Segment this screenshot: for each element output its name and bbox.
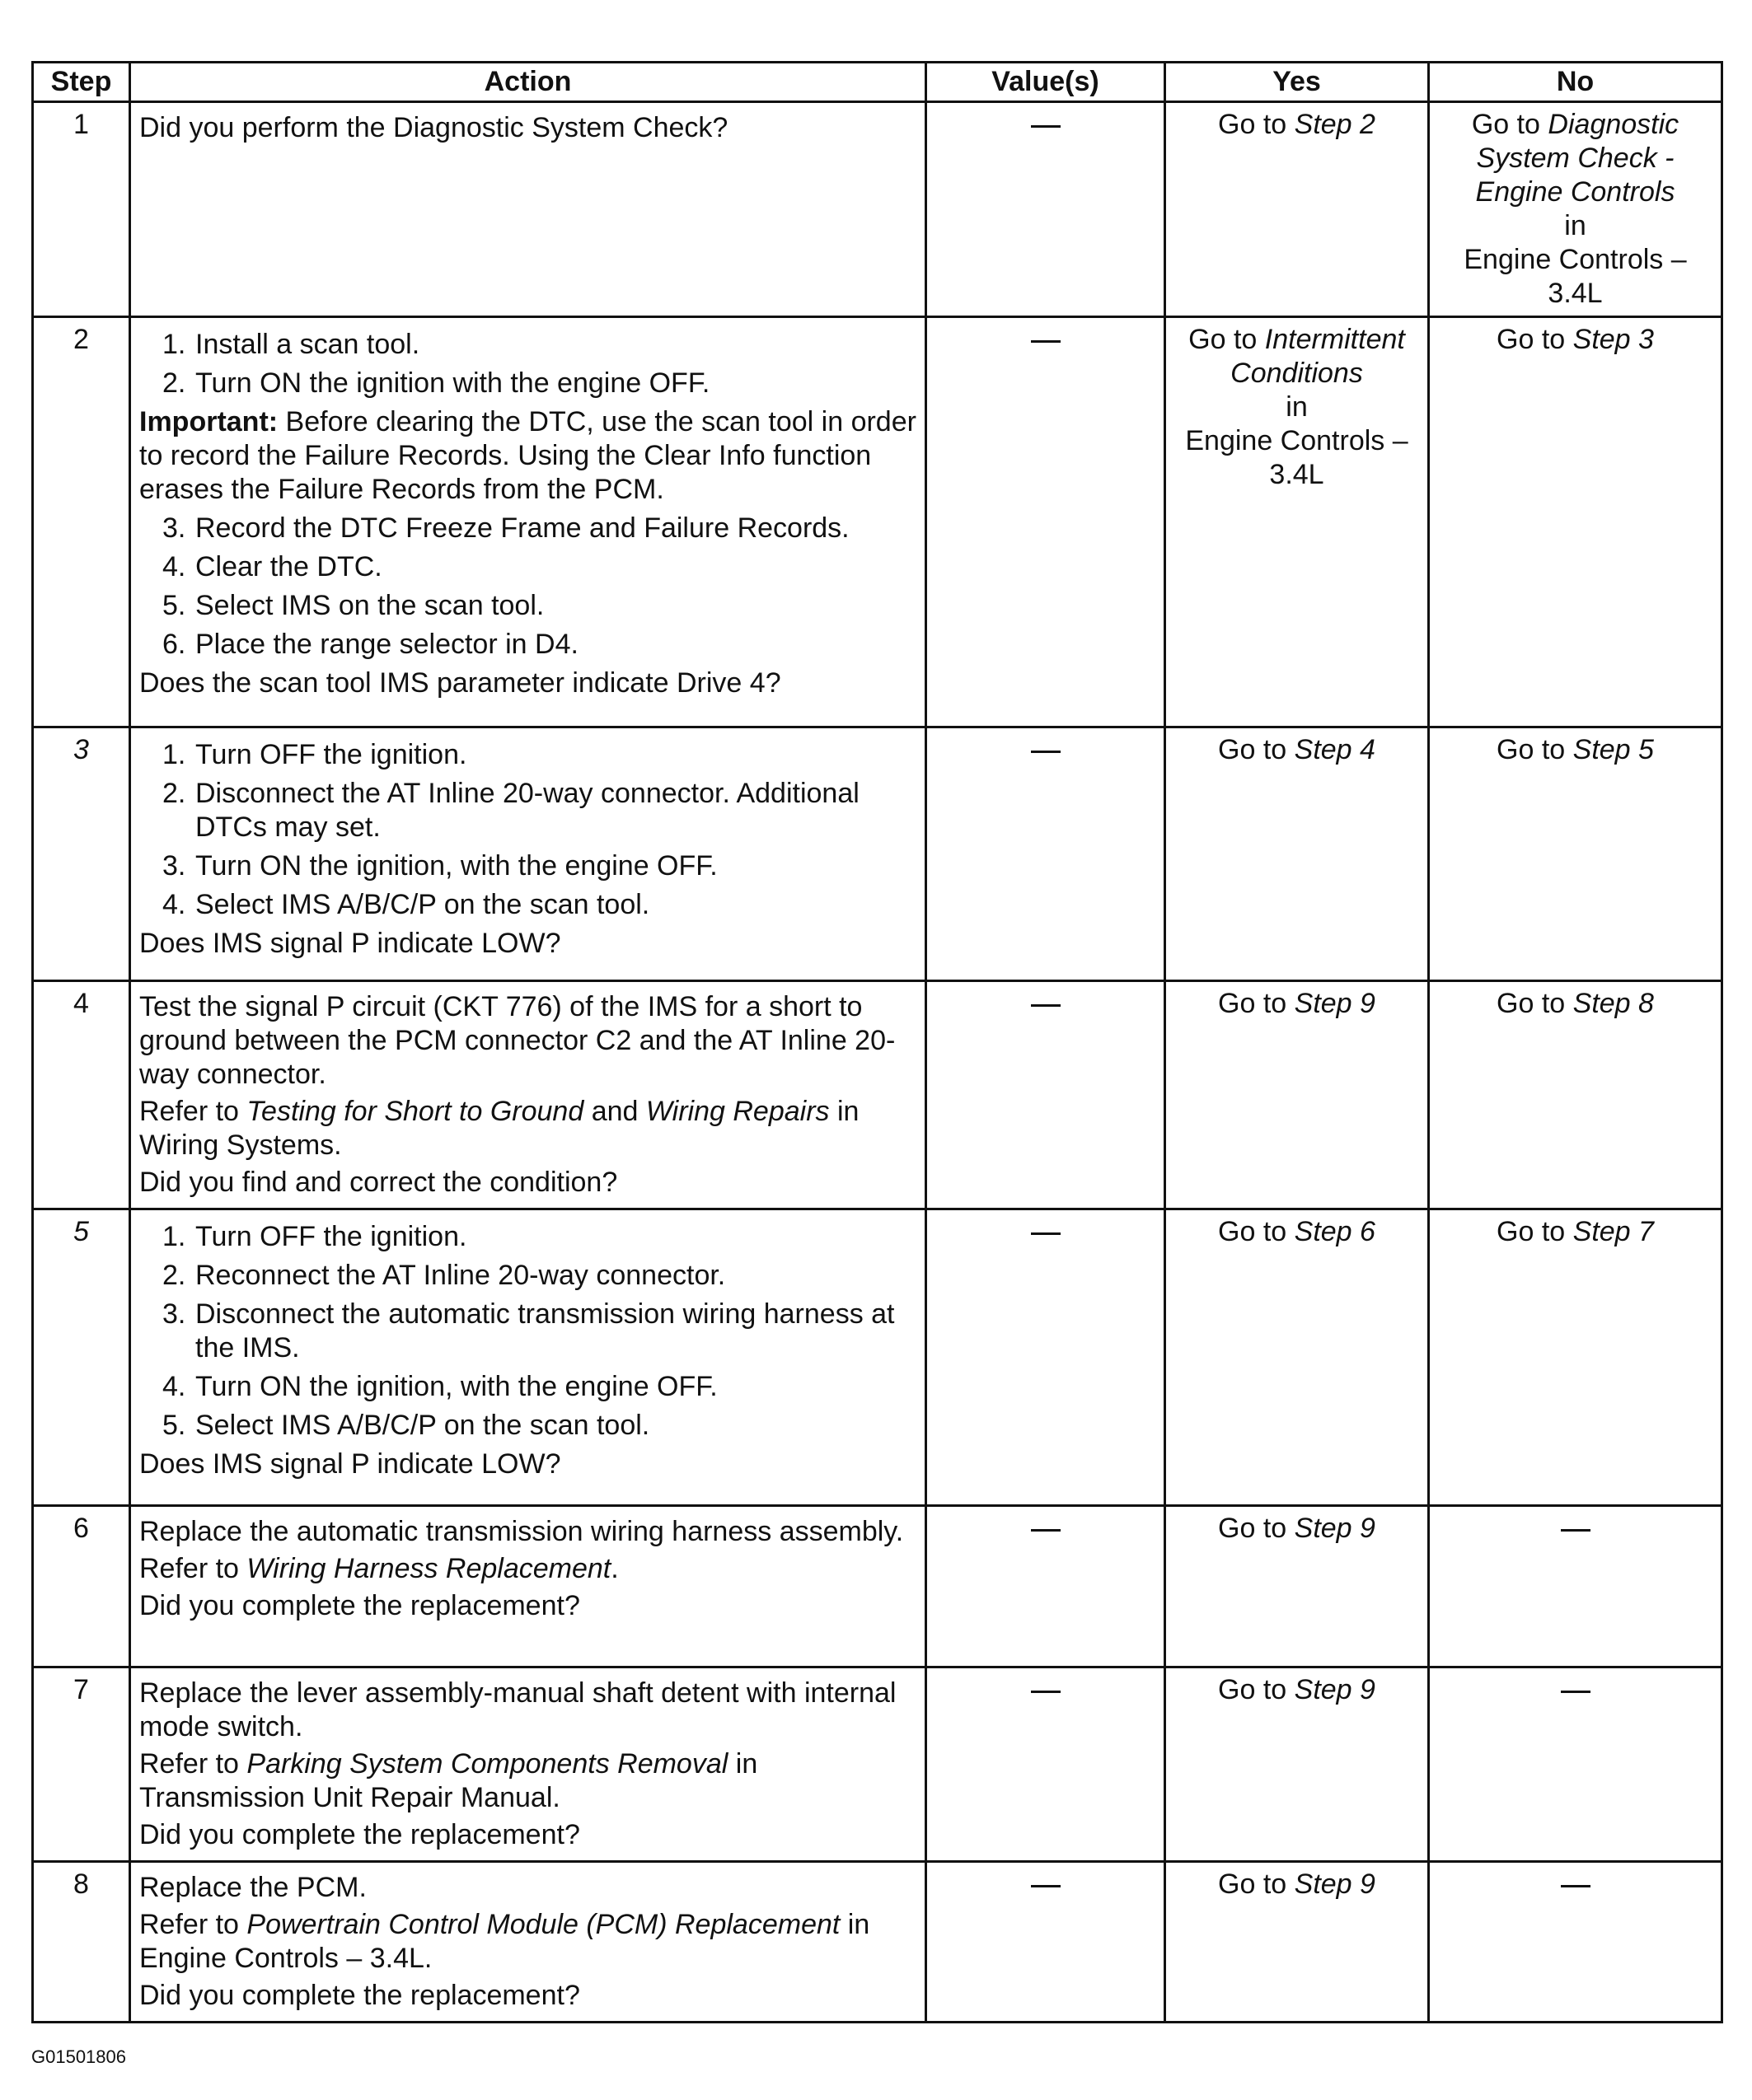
yes-link[interactable]: Step 6 bbox=[1294, 1216, 1375, 1247]
yes-cell bbox=[1165, 102, 1429, 317]
action-cell bbox=[130, 102, 926, 317]
no-prefix: Go to bbox=[1497, 734, 1573, 765]
ref-prefix: Refer to bbox=[139, 1909, 247, 1940]
item-text: Turn OFF the ignition. bbox=[195, 739, 467, 770]
ref-suffix: . bbox=[611, 1553, 619, 1584]
yes-cell bbox=[1165, 1209, 1429, 1506]
yes-prefix: Go to bbox=[1218, 1868, 1295, 1900]
yes-link[interactable]: Intermittent Conditions bbox=[1230, 324, 1405, 389]
no-in: in bbox=[1564, 210, 1586, 241]
no-cell bbox=[1429, 1506, 1722, 1667]
list-item bbox=[162, 1409, 916, 1443]
item-number: 5. bbox=[162, 590, 186, 621]
ref-suffix: in Transmission Unit Repair Manual. bbox=[139, 1748, 758, 1813]
dash-mark bbox=[1561, 1529, 1590, 1532]
list-item bbox=[162, 328, 916, 362]
header-step: Step bbox=[33, 63, 130, 102]
no-link[interactable]: Step 5 bbox=[1572, 734, 1654, 765]
item-text: Turn ON the ignition, with the engine OFF. bbox=[195, 850, 718, 882]
item-text: Record the DTC Freeze Frame and Failure Records. bbox=[195, 512, 850, 544]
value-cell bbox=[926, 317, 1165, 727]
no-link[interactable]: Step 7 bbox=[1572, 1216, 1654, 1247]
value-cell bbox=[926, 1506, 1165, 1667]
list-item bbox=[162, 628, 916, 662]
item-number: 2. bbox=[162, 778, 186, 809]
no-prefix: Go to bbox=[1497, 324, 1573, 355]
dash-mark bbox=[1031, 1885, 1061, 1887]
table-row bbox=[33, 981, 1722, 1209]
yes-link[interactable]: Step 9 bbox=[1294, 1674, 1375, 1705]
value-cell bbox=[926, 102, 1165, 317]
list-item bbox=[162, 550, 916, 584]
action-cell bbox=[130, 1506, 926, 1667]
action-question: Did you complete the replacement? bbox=[139, 1590, 580, 1621]
yes-prefix: Go to bbox=[1218, 1216, 1295, 1247]
ref-suffix: in Wiring Systems. bbox=[139, 1096, 860, 1161]
yes-link[interactable]: Step 9 bbox=[1294, 1868, 1375, 1900]
yes-cell bbox=[1165, 1506, 1429, 1667]
list-item bbox=[162, 589, 916, 623]
item-number: 5. bbox=[162, 1410, 186, 1441]
yes-prefix: Go to bbox=[1218, 1513, 1295, 1544]
no-cell bbox=[1429, 1209, 1722, 1506]
dash-mark bbox=[1031, 340, 1061, 343]
item-number: 2. bbox=[162, 1260, 186, 1291]
ref-prefix: Refer to bbox=[139, 1748, 247, 1780]
yes-cell bbox=[1165, 1667, 1429, 1862]
value-cell bbox=[926, 1667, 1165, 1862]
no-cell bbox=[1429, 317, 1722, 727]
step-number: 8 bbox=[33, 1862, 130, 2023]
yes-prefix: Go to bbox=[1218, 988, 1295, 1019]
diagnostic-table bbox=[31, 61, 1723, 2023]
step-number: 7 bbox=[33, 1667, 130, 1862]
item-text: Turn OFF the ignition. bbox=[195, 1221, 467, 1252]
item-number: 1. bbox=[162, 329, 186, 360]
table-row bbox=[33, 1506, 1722, 1667]
list-item bbox=[162, 1220, 916, 1254]
item-number: 4. bbox=[162, 889, 186, 920]
item-text: Turn ON the ignition with the engine OFF. bbox=[195, 367, 710, 399]
no-prefix: Go to bbox=[1497, 1216, 1573, 1247]
no-cell bbox=[1429, 1667, 1722, 1862]
list-item bbox=[162, 738, 916, 772]
item-number: 4. bbox=[162, 551, 186, 582]
yes-cell bbox=[1165, 727, 1429, 981]
item-text: Disconnect the AT Inline 20-way connector. Additional DTCs may set. bbox=[195, 778, 860, 843]
item-text: Clear the DTC. bbox=[195, 551, 382, 582]
action-question: Did you find and correct the condition? bbox=[139, 1167, 618, 1198]
list-item bbox=[162, 512, 916, 545]
dash-mark bbox=[1031, 751, 1061, 753]
header-yes: Yes bbox=[1165, 63, 1429, 102]
action-text: Test the signal P circuit (CKT 776) of the IMS for a short to ground between the PCM connector C2 and the AT Inline 20-way connector. bbox=[139, 991, 896, 1090]
value-cell bbox=[926, 727, 1165, 981]
action-cell bbox=[130, 1862, 926, 2023]
item-number: 3. bbox=[162, 850, 186, 882]
list-item bbox=[162, 777, 916, 844]
dash-mark bbox=[1031, 1004, 1061, 1007]
table-row bbox=[33, 102, 1722, 317]
reference-text bbox=[139, 1747, 916, 1815]
action-cell bbox=[130, 1667, 926, 1862]
yes-link[interactable]: Step 9 bbox=[1294, 1513, 1375, 1544]
table-row bbox=[33, 1209, 1722, 1506]
value-cell bbox=[926, 981, 1165, 1209]
no-cell bbox=[1429, 727, 1722, 981]
dash-mark bbox=[1561, 1885, 1590, 1887]
yes-in: in bbox=[1286, 391, 1308, 423]
action-question: Did you perform the Diagnostic System Check? bbox=[139, 112, 728, 143]
yes-link[interactable]: Step 2 bbox=[1294, 109, 1375, 140]
no-location: Engine Controls – 3.4L bbox=[1464, 244, 1687, 309]
diagnostic-table-container bbox=[31, 61, 1721, 2023]
table-row bbox=[33, 727, 1722, 981]
list-item bbox=[162, 1298, 916, 1365]
dash-mark bbox=[1031, 125, 1061, 128]
ref-link[interactable]: Wiring Repairs bbox=[645, 1096, 830, 1127]
item-number: 4. bbox=[162, 1371, 186, 1402]
item-text: Place the range selector in D4. bbox=[195, 629, 579, 660]
action-text: Replace the lever assembly-manual shaft detent with internal mode switch. bbox=[139, 1677, 897, 1742]
item-text: Select IMS A/B/C/P on the scan tool. bbox=[195, 1410, 650, 1441]
action-question: Does IMS signal P indicate LOW? bbox=[139, 1448, 561, 1480]
ref-prefix: Refer to bbox=[139, 1096, 247, 1127]
yes-cell bbox=[1165, 317, 1429, 727]
item-number: 1. bbox=[162, 1221, 186, 1252]
dash-mark bbox=[1031, 1232, 1061, 1235]
important-text: Before clearing the DTC, use the scan tool in order to record the Failure Records. Using the Clear Info function erases the Failure Records from the PCM. bbox=[139, 406, 916, 505]
no-prefix: Go to bbox=[1471, 109, 1548, 140]
step-number: 6 bbox=[33, 1506, 130, 1667]
dash-mark bbox=[1031, 1529, 1061, 1532]
yes-prefix: Go to bbox=[1188, 324, 1265, 355]
action-cell bbox=[130, 981, 926, 1209]
table-row bbox=[33, 1667, 1722, 1862]
no-prefix: Go to bbox=[1497, 988, 1573, 1019]
item-number: 6. bbox=[162, 629, 186, 660]
header-row bbox=[33, 63, 1722, 102]
action-list bbox=[139, 512, 916, 662]
action-cell bbox=[130, 1209, 926, 1506]
no-link[interactable]: Step 3 bbox=[1572, 324, 1654, 355]
action-text: Replace the automatic transmission wiring harness assembly. bbox=[139, 1516, 904, 1547]
action-question: Does the scan tool IMS parameter indicate Drive 4? bbox=[139, 667, 781, 699]
reference-text bbox=[139, 1095, 916, 1162]
action-question: Did you complete the replacement? bbox=[139, 1980, 580, 2011]
yes-prefix: Go to bbox=[1218, 109, 1295, 140]
step-number: 3 bbox=[33, 727, 130, 981]
item-text: Install a scan tool. bbox=[195, 329, 420, 360]
item-number: 3. bbox=[162, 512, 186, 544]
list-item bbox=[162, 367, 916, 400]
action-cell bbox=[130, 727, 926, 981]
step-number: 2 bbox=[33, 317, 130, 727]
no-cell bbox=[1429, 981, 1722, 1209]
step-number: 4 bbox=[33, 981, 130, 1209]
item-number: 3. bbox=[162, 1298, 186, 1330]
action-question: Does IMS signal P indicate LOW? bbox=[139, 928, 561, 959]
step-number: 5 bbox=[33, 1209, 130, 1506]
action-list bbox=[139, 738, 916, 922]
action-list bbox=[139, 328, 916, 400]
list-item bbox=[162, 1259, 916, 1293]
ref-suffix: in Engine Controls – 3.4L. bbox=[139, 1909, 870, 1974]
yes-link[interactable]: Step 9 bbox=[1294, 988, 1375, 1019]
header-action: Action bbox=[130, 63, 926, 102]
ref-link[interactable]: Powertrain Control Module (PCM) Replacement bbox=[246, 1909, 841, 1940]
header-values: Value(s) bbox=[926, 63, 1165, 102]
item-text: Reconnect the AT Inline 20-way connector. bbox=[195, 1260, 726, 1291]
action-text: Replace the PCM. bbox=[139, 1872, 367, 1903]
figure-code: G01501806 bbox=[31, 2046, 126, 2067]
reference-text bbox=[139, 1552, 916, 1586]
yes-cell bbox=[1165, 981, 1429, 1209]
table-row bbox=[33, 1862, 1722, 2023]
no-link[interactable]: Step 8 bbox=[1572, 988, 1654, 1019]
ref-link[interactable]: Testing for Short to Ground bbox=[246, 1096, 584, 1127]
item-text: Turn ON the ignition, with the engine OFF. bbox=[195, 1371, 718, 1402]
list-item bbox=[162, 849, 916, 883]
item-text: Select IMS A/B/C/P on the scan tool. bbox=[195, 889, 650, 920]
yes-prefix: Go to bbox=[1218, 734, 1295, 765]
item-text: Disconnect the automatic transmission wiring harness at the IMS. bbox=[195, 1298, 895, 1363]
item-text: Select IMS on the scan tool. bbox=[195, 590, 545, 621]
value-cell bbox=[926, 1862, 1165, 2023]
reference-text bbox=[139, 1908, 916, 1976]
ref-link[interactable]: Wiring Harness Replacement bbox=[246, 1553, 611, 1584]
important-note bbox=[139, 405, 916, 507]
table-row bbox=[33, 317, 1722, 727]
header-no: No bbox=[1429, 63, 1722, 102]
action-cell bbox=[130, 317, 926, 727]
ref-prefix: Refer to bbox=[139, 1553, 247, 1584]
yes-cell bbox=[1165, 1862, 1429, 2023]
list-item bbox=[162, 888, 916, 922]
no-cell bbox=[1429, 1862, 1722, 2023]
ref-link[interactable]: Parking System Components Removal bbox=[246, 1748, 728, 1780]
ref-mid: and bbox=[583, 1096, 646, 1127]
no-cell bbox=[1429, 102, 1722, 317]
action-question: Did you complete the replacement? bbox=[139, 1819, 580, 1850]
yes-prefix: Go to bbox=[1218, 1674, 1295, 1705]
list-item bbox=[162, 1370, 916, 1404]
action-list bbox=[139, 1220, 916, 1443]
yes-link[interactable]: Step 4 bbox=[1294, 734, 1375, 765]
step-number: 1 bbox=[33, 102, 130, 317]
item-number: 2. bbox=[162, 367, 186, 399]
important-label: Important: bbox=[139, 406, 279, 437]
value-cell bbox=[926, 1209, 1165, 1506]
dash-mark bbox=[1031, 1691, 1061, 1693]
item-number: 1. bbox=[162, 739, 186, 770]
yes-location: Engine Controls – 3.4L bbox=[1185, 425, 1408, 490]
no-link[interactable]: Diagnostic System Check - Engine Controls bbox=[1475, 109, 1679, 208]
dash-mark bbox=[1561, 1691, 1590, 1693]
